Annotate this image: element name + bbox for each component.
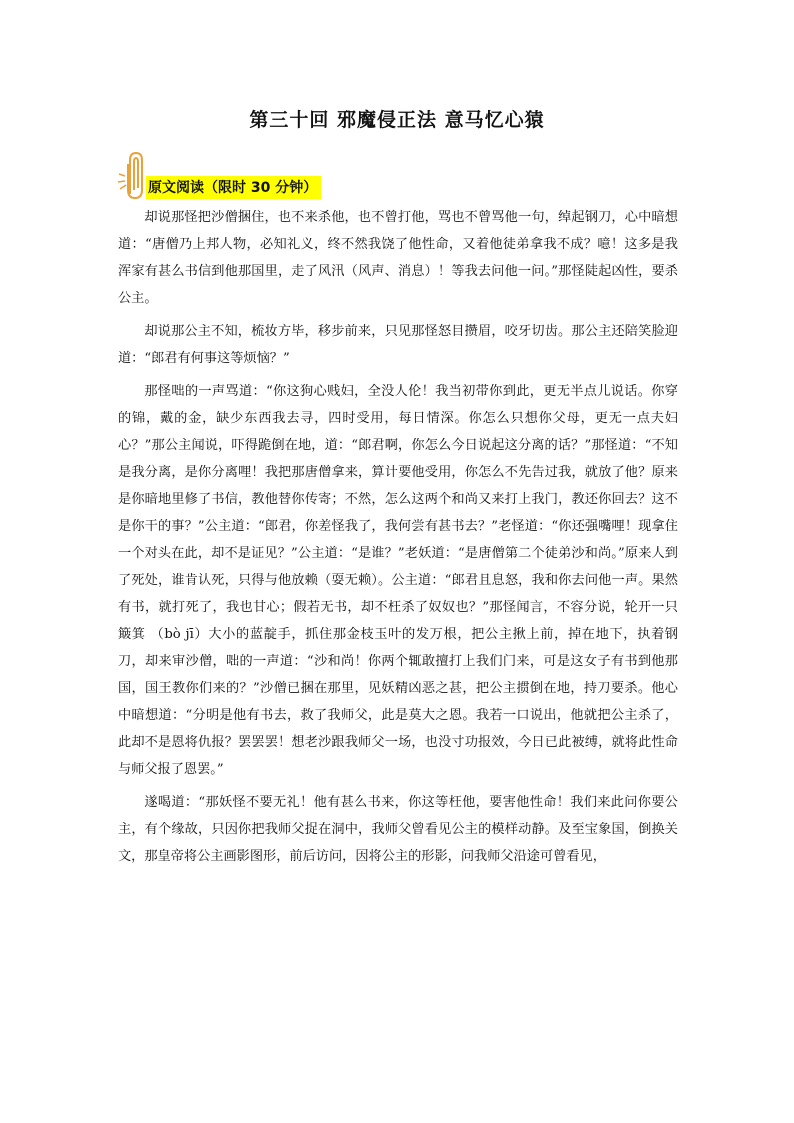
body-text xyxy=(118,204,678,876)
paragraph-4: 遂喝道：“那妖怪不要无礼！他有甚么书来，你这等枉他，要害他性命！我们来此问你要公主，有个缘故，只因你把我师父捉在洞中，我师父曾看见公主的模样动静。及至宝象国，倒换关文，那皇帝将公主画影图形，前后访问，因将公主的形影，问我师父沿途可曾看见， xyxy=(118,795,678,864)
chapter-title: 第三十回 邪魔侵正法 意马忆心猿 xyxy=(249,109,545,131)
paperclip-icon xyxy=(116,150,150,202)
paragraph-1: 却说那怪把沙僧捆住，也不来杀他，也不曾打他，骂也不曾骂他一句，绰起钢刀，心中暗想道：“唐僧乃上邦人物，必知礼义，终不然我饶了他性命，又着他徒弟拿我不成？噫！这多是我浑家有甚么书信到他那国里，走了风汛（风声、消息）！等我去问他一问。”那怪陡起凶性，要杀公主。 xyxy=(118,210,678,306)
paragraph-2: 却说那公主不知，梳妆方毕，移步前来，只见那怪怒目攒眉，咬牙切齿。那公主还陪笑脸迎道：“郎君有何事这等烦恼？” xyxy=(118,324,678,366)
paragraph-3: 那怪咄的一声骂道：“你这狗心贱妇，全没人伦！我当初带你到此，更无半点儿说话。你穿的锦，戴的金，缺少东西我去寻，四时受用，每日情深。你怎么只想你父母，更无一点夫妇心？”那公主闻说，吓得跪倒在地，道：“郎君啊，你怎么今日说起这分离的话？”那怪道：“不知是我分离，是你分离哩！我把那唐僧拿来，算计要他受用，你怎么不先告过我，就放了他？原来是你暗地里修了书信，教他替你传寄；不然，怎么这两个和尚又来打上我门，教还你回去？这不是你干的事？”公主道：“郎君，你差怪我了，我何尝有甚书去？”老怪道：“你还强嘴哩！现拿住一个对头在此，却不是证见？”公主道：“是谁？”老妖道：“是唐僧第二个徒弟沙和尚。”原来人到了死处，谁肯认死，只得与他放赖（耍无赖）。公主道：“郎君且息怒，我和你去问他一声。果然有书，就打死了，我也甘心；假若无书，却不枉杀了奴奴也？”那怪闻言，不容分说，轮开一只簸箕 （bò jī）大小的蓝靛手，抓住那金枝玉叶的发万根，把公主揪上前，掉在地下，执着钢刀，却来审沙僧，咄的一声道：“沙和尚！你两个辄敢擅打上我们门来，可是这女子有书到他那国，国王教你们来的？”沙僧已捆在那里，见妖精凶恶之甚，把公主掼倒在地，持刀要杀。他心中暗想道：“分明是他有书去，救了我师父，此是莫大之恩。我若一口说出，他就把公主杀了，此却不是恩将仇报？罢罢罢！想老沙跟我师父一场，也没寸功报效，今日已此被缚，就将此性命与师父报了恩罢。” xyxy=(118,384,678,777)
section-label: 原文阅读（限时 30 分钟） xyxy=(146,176,321,199)
